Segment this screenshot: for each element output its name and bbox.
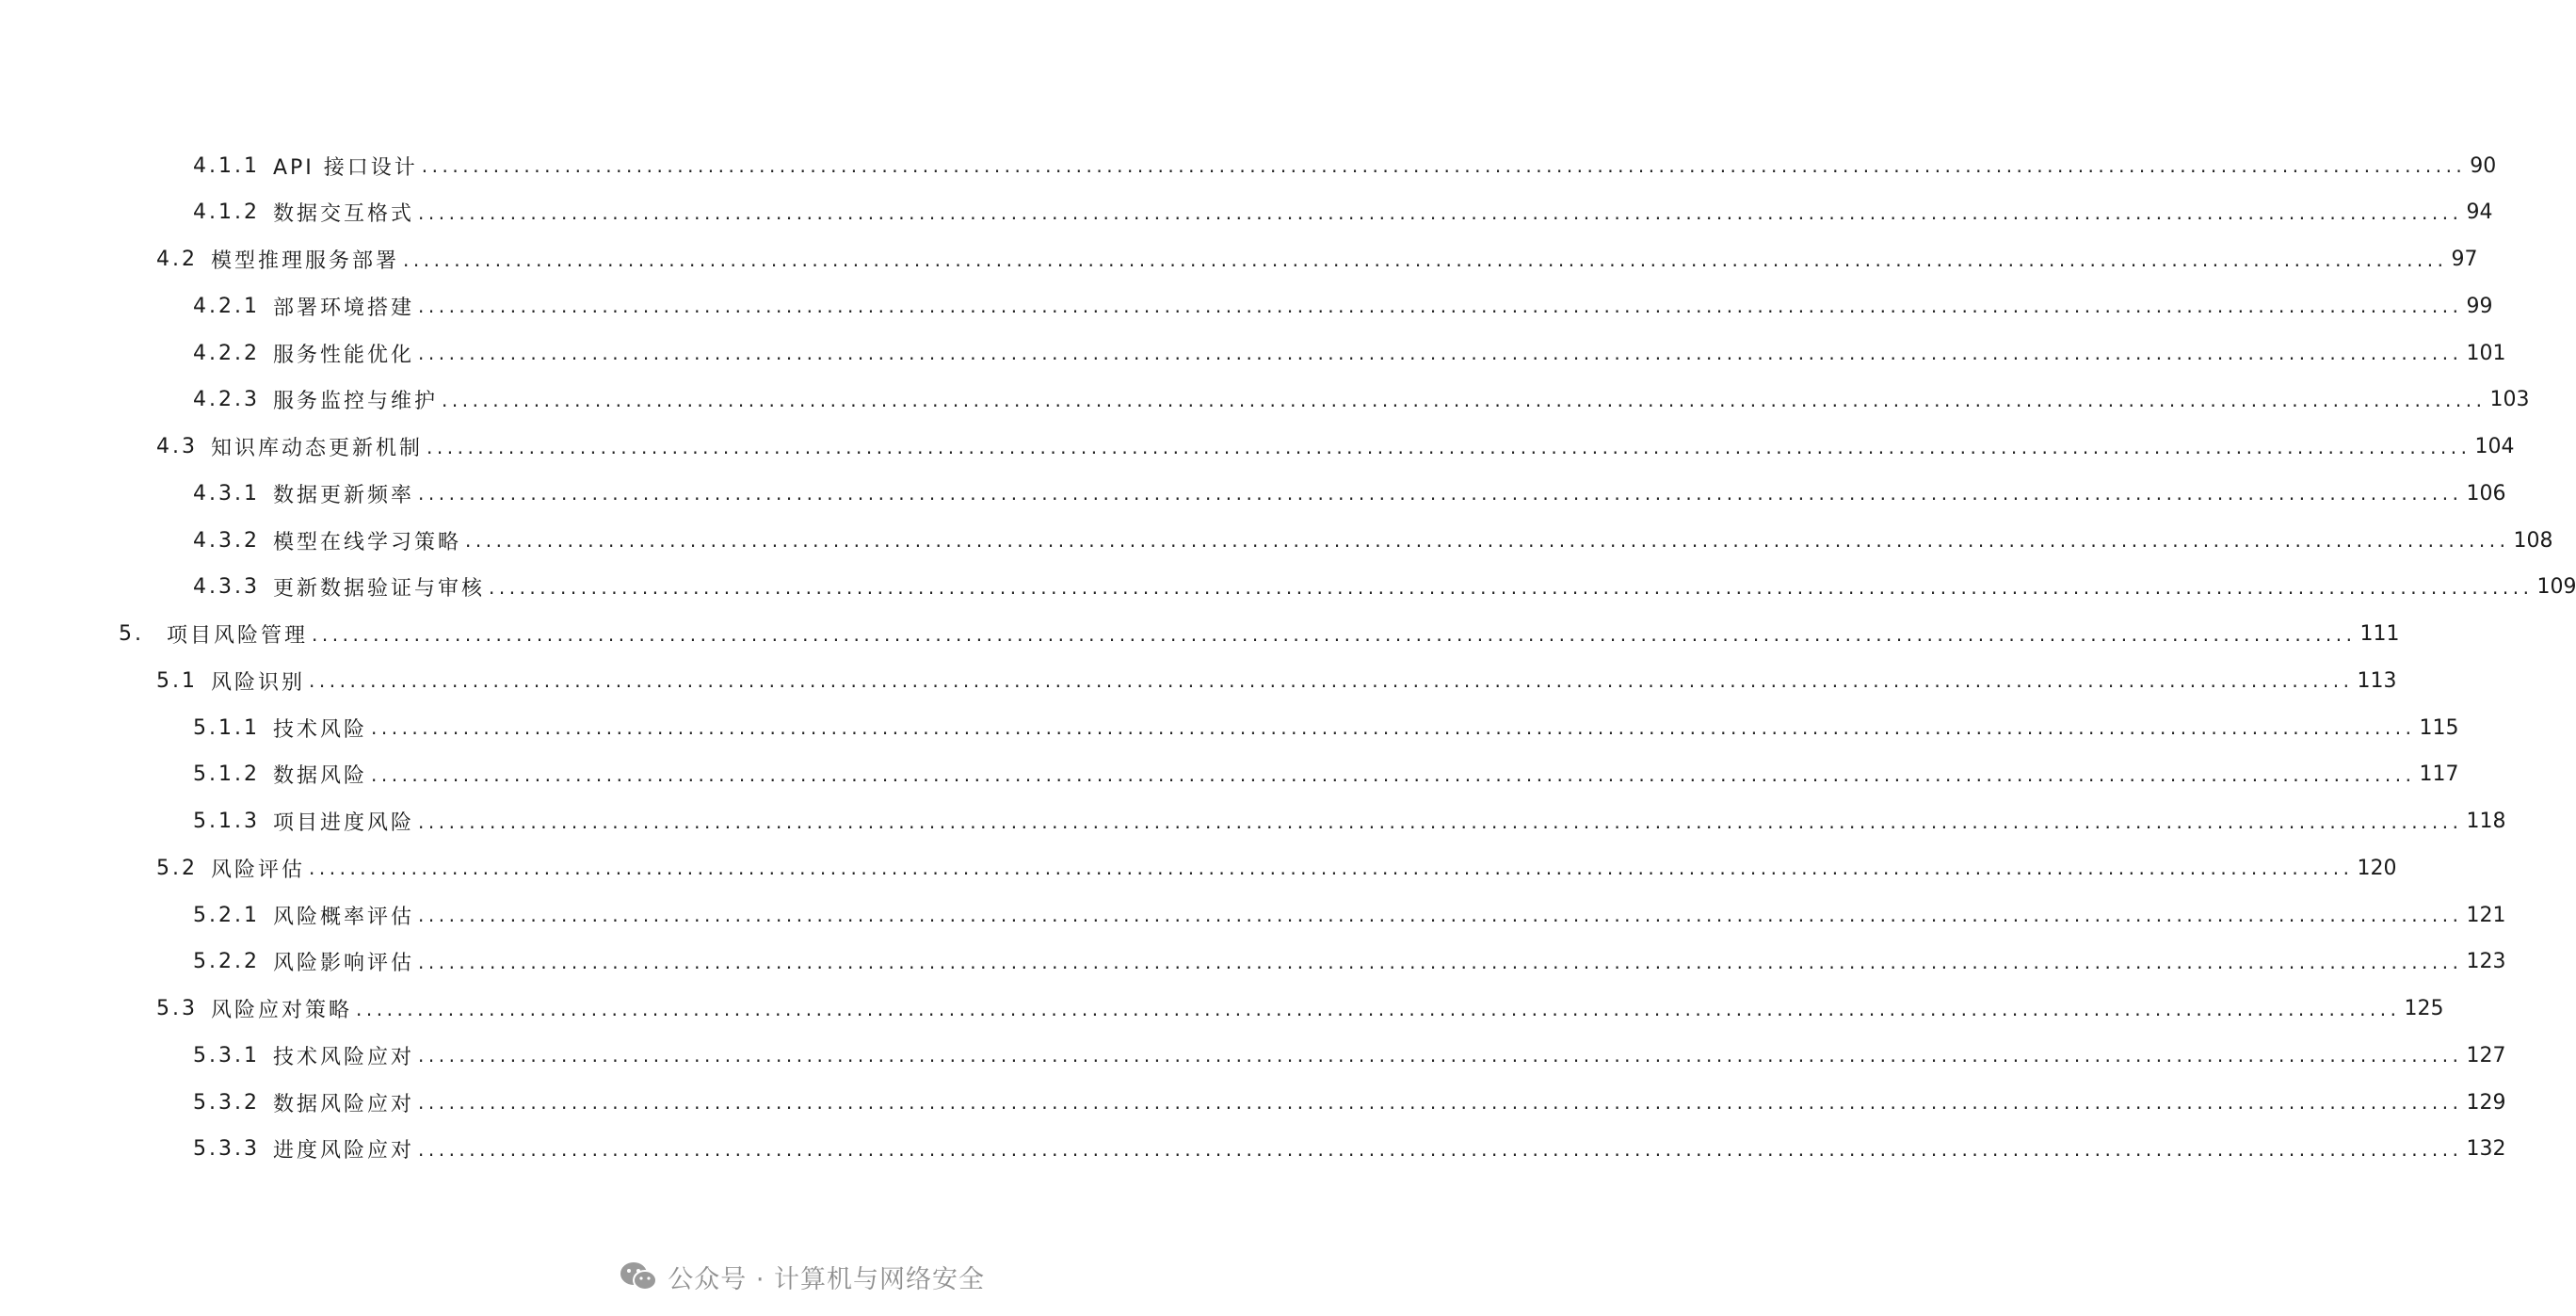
toc-entry[interactable] xyxy=(156,849,2397,887)
toc-entry[interactable] xyxy=(156,428,2515,466)
watermark xyxy=(619,1256,985,1297)
toc-entry[interactable] xyxy=(193,1083,2506,1121)
toc-dot-leader: ........................................................................................................................................................................................................ xyxy=(418,904,2463,926)
toc-entry-number: 5.1.2 xyxy=(193,762,260,787)
toc-dot-leader: ........................................................................................................................................................................................................ xyxy=(421,154,2467,177)
toc-entry-page-number: 123 xyxy=(2466,950,2506,974)
toc-entry[interactable] xyxy=(193,522,2553,559)
toc-entry-page-number: 94 xyxy=(2466,201,2493,225)
toc-dot-leader: ........................................................................................................................................................................................................ xyxy=(442,388,2487,411)
toc-entry-page-number: 115 xyxy=(2419,715,2459,740)
toc-dot-leader: ........................................................................................................................................................................................................ xyxy=(418,950,2463,973)
toc-entry-number: 4.2.1 xyxy=(193,294,260,318)
toc-entry-title: 技术风险应对 xyxy=(272,1045,414,1069)
toc-entry-title: 进度风险应对 xyxy=(272,1139,414,1164)
toc-entry-page-number: 108 xyxy=(2513,528,2553,553)
toc-dot-leader: ........................................................................................................................................................................................................ xyxy=(418,1091,2463,1114)
toc-entry-page-number: 101 xyxy=(2466,341,2506,365)
toc-entry-page-number: 111 xyxy=(2359,622,2400,646)
toc-entry-title: 数据风险应对 xyxy=(272,1092,414,1116)
toc-entry-title: 风险概率评估 xyxy=(272,905,414,929)
watermark-text: 公众号 · 计算机与网络安全 xyxy=(668,1264,985,1294)
toc-entry[interactable] xyxy=(193,896,2506,934)
toc-entry-title: 数据风险 xyxy=(272,764,367,789)
toc-entry-page-number: 97 xyxy=(2451,248,2478,271)
toc-dot-leader: ........................................................................................................................................................................................................ xyxy=(356,997,2401,1020)
toc-entry-title: 技术风险 xyxy=(272,717,367,742)
toc-entry[interactable] xyxy=(193,287,2493,325)
toc-entry-page-number: 104 xyxy=(2474,435,2515,458)
toc-entry-number: 4.3.2 xyxy=(193,528,260,553)
toc-dot-leader: ........................................................................................................................................................................................................ xyxy=(427,435,2471,458)
toc-entry-number: 4.2.3 xyxy=(193,388,260,412)
toc-entry-page-number: 90 xyxy=(2470,153,2497,178)
toc-entry[interactable] xyxy=(156,241,2478,279)
toc-entry[interactable] xyxy=(193,334,2506,372)
toc-entry-title: 部署环境搭建 xyxy=(272,296,414,320)
toc-entry-title: 知识库动态更新机制 xyxy=(211,437,424,460)
toc-entry[interactable] xyxy=(193,381,2530,419)
toc-entry-title: 风险识别 xyxy=(211,670,306,695)
toc-entry[interactable] xyxy=(193,194,2493,232)
toc-dot-leader: ........................................................................................................................................................................................................ xyxy=(418,1044,2463,1067)
toc-entry[interactable] xyxy=(193,474,2506,512)
toc-entry-page-number: 109 xyxy=(2536,575,2576,600)
toc-entry-page-number: 106 xyxy=(2466,481,2506,506)
toc-dot-leader: ........................................................................................................................................................................................................ xyxy=(312,622,2357,646)
toc-entry-title: 模型在线学习策略 xyxy=(272,530,461,554)
toc-entry-number: 4.1.1 xyxy=(193,153,260,178)
toc-entry-title: 数据更新频率 xyxy=(272,483,414,507)
toc-entry-number: 4.3 xyxy=(156,435,198,458)
toc-entry-title: 服务性能优化 xyxy=(272,343,414,367)
toc-entry[interactable] xyxy=(193,943,2506,981)
toc-entry[interactable] xyxy=(193,569,2576,606)
toc-entry-page-number: 113 xyxy=(2357,668,2397,693)
toc-entry[interactable] xyxy=(193,1036,2506,1074)
toc-entry-title: 风险影响评估 xyxy=(272,952,414,976)
toc-entry-page-number: 118 xyxy=(2466,810,2506,833)
toc-entry-page-number: 121 xyxy=(2466,903,2506,927)
toc-dot-leader: ........................................................................................................................................................................................................ xyxy=(309,669,2354,693)
toc-entry[interactable] xyxy=(156,990,2444,1028)
toc-entry-title: 模型推理服务部署 xyxy=(211,249,400,273)
toc-entry[interactable] xyxy=(193,756,2459,794)
toc-entry-title: 风险应对策略 xyxy=(211,999,353,1022)
toc-entry[interactable] xyxy=(193,1131,2506,1168)
toc-dot-leader: ........................................................................................................................................................................................................ xyxy=(371,716,2416,739)
toc-entry-title: 风险评估 xyxy=(211,858,306,882)
toc-entry[interactable] xyxy=(193,803,2506,841)
toc-entry-page-number: 117 xyxy=(2419,762,2459,787)
toc-entry[interactable] xyxy=(119,616,2400,653)
toc-entry[interactable] xyxy=(156,662,2397,699)
toc-dot-leader: ........................................................................................................................................................................................................ xyxy=(309,857,2354,880)
toc-entry-number: 5.2 xyxy=(156,856,198,880)
toc-entry-number: 5. xyxy=(119,622,144,646)
toc-entry[interactable] xyxy=(193,147,2497,185)
toc-entry-number: 5.3 xyxy=(156,997,198,1020)
toc-entry-number: 4.2.2 xyxy=(193,341,260,365)
toc-entry-number: 5.1 xyxy=(156,668,198,693)
toc-entry-number: 5.1.3 xyxy=(193,810,260,833)
toc-dot-leader: ........................................................................................................................................................................................................ xyxy=(418,342,2463,364)
toc-dot-leader: ........................................................................................................................................................................................................ xyxy=(418,201,2463,224)
toc-dot-leader: ........................................................................................................................................................................................................ xyxy=(403,248,2448,271)
toc-entry-number: 5.2.2 xyxy=(193,950,260,974)
toc-entry-title: 更新数据验证与审核 xyxy=(272,577,485,602)
toc-entry-number: 5.3.1 xyxy=(193,1043,260,1067)
toc-dot-leader: ........................................................................................................................................................................................................ xyxy=(418,482,2463,506)
toc-dot-leader: ........................................................................................................................................................................................................ xyxy=(418,295,2463,318)
wechat-icon xyxy=(619,1260,658,1293)
toc-entry-title: 数据交互格式 xyxy=(272,202,414,227)
toc-entry-number: 4.1.2 xyxy=(193,201,260,225)
toc-entry-page-number: 132 xyxy=(2466,1137,2506,1162)
toc-entry-number: 4.2 xyxy=(156,248,198,271)
toc-dot-leader: ........................................................................................................................................................................................................ xyxy=(489,575,2534,599)
toc-entry-page-number: 103 xyxy=(2489,388,2530,412)
toc-dot-leader: ........................................................................................................................................................................................................ xyxy=(418,1137,2463,1161)
toc-entry-title: API 接口设计 xyxy=(272,155,418,180)
toc-entry-page-number: 99 xyxy=(2466,294,2493,318)
toc-dot-leader: ........................................................................................................................................................................................................ xyxy=(418,810,2463,833)
toc-entry-number: 5.2.1 xyxy=(193,903,260,927)
toc-entry-page-number: 129 xyxy=(2466,1090,2506,1115)
toc-entry-number: 5.3.2 xyxy=(193,1090,260,1115)
toc-dot-leader: ........................................................................................................................................................................................................ xyxy=(465,529,2510,552)
toc-dot-leader: ........................................................................................................................................................................................................ xyxy=(371,762,2416,786)
toc-entry[interactable] xyxy=(193,709,2459,746)
toc-entry-number: 5.3.3 xyxy=(193,1137,260,1162)
toc-entry-page-number: 120 xyxy=(2357,856,2397,880)
toc-entry-number: 4.3.3 xyxy=(193,575,260,600)
toc-entry-number: 4.3.1 xyxy=(193,481,260,506)
toc-entry-title: 服务监控与维护 xyxy=(272,390,438,414)
toc-entry-page-number: 127 xyxy=(2466,1043,2506,1067)
toc-entry-number: 5.1.1 xyxy=(193,715,260,740)
toc-entry-title: 项目风险管理 xyxy=(167,624,309,648)
toc-entry-page-number: 125 xyxy=(2404,997,2444,1020)
toc-entry-title: 项目进度风险 xyxy=(272,811,414,835)
